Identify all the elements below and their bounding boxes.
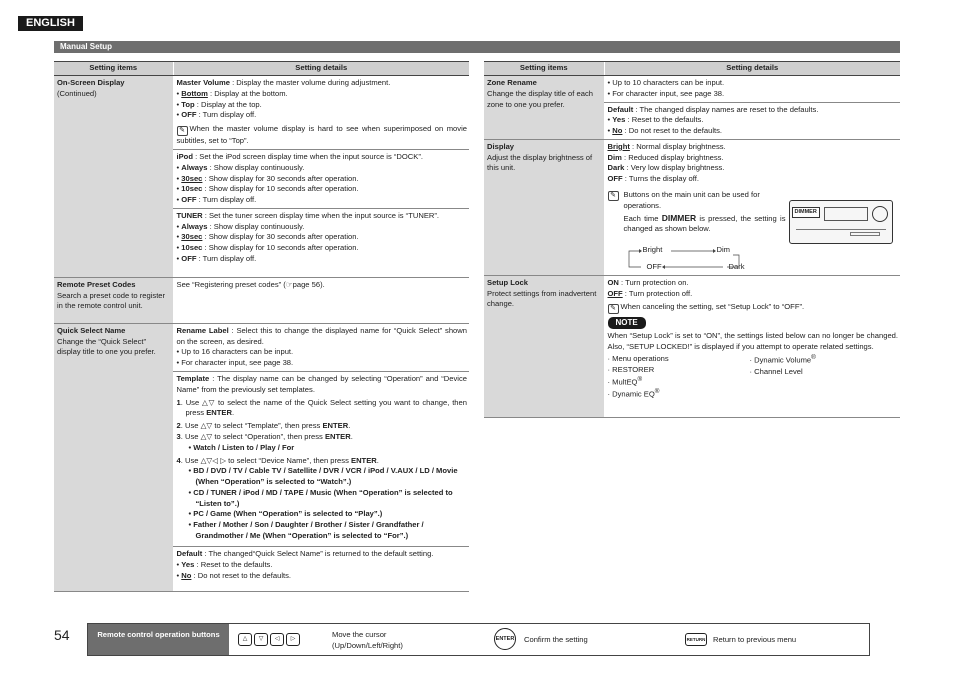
item-quick-select-name: Quick Select Name Change the “Quick Select” display title to one you prefer. xyxy=(54,323,173,591)
col-setting-details: Setting details xyxy=(604,62,900,76)
left-settings-table xyxy=(54,61,469,592)
table-row xyxy=(54,323,469,371)
table-row xyxy=(484,76,900,103)
page-number: 54 xyxy=(54,627,70,643)
left-arrow-icon: ◁ xyxy=(270,633,284,646)
page-ref-icon: ☞ xyxy=(285,279,293,289)
detail-display: Bright : Normal display brightness. Dim : Reduced display brightness. Dark : Very low display brightness. OFF : Turns the display off. ✎ Buttons on the main unit can be used for operations. Each time DIMMER is pressed, the setting is changed as shown below. Bright Dim OFF Dark DIMMER xyxy=(604,139,900,275)
cycle-dim: Dim xyxy=(716,244,730,254)
volume-knob-icon xyxy=(872,206,888,222)
locked-list-2: · Dynamic Volume® · Channel Level xyxy=(749,354,816,376)
cycle-off: OFF xyxy=(646,261,662,271)
table-row xyxy=(54,277,469,323)
detail-ipod: iPod : Set the iPod screen display time when the input source is “DOCK”. • Always : Show display continuously. • 30sec : Show display for 30 seconds after operation. • 10sec : Show display for 10 seconds after operation. • OFF : Turn display off. xyxy=(173,150,469,209)
footer-label: Remote control operation buttons xyxy=(88,624,229,655)
confirm-text: Confirm the setting xyxy=(524,635,588,644)
right-settings-table xyxy=(484,61,900,418)
right-arrow-icon: ▷ xyxy=(286,633,300,646)
front-panel-illustration xyxy=(789,200,893,244)
locked-list-1: · Menu operations · RESTORER · MultEQ® · Dynamic EQ® xyxy=(607,354,669,399)
detail-master-volume: Master Volume : Display the master volume during adjustment. • Bottom : Display at the bottom. • Top : Display at the top. • OFF : Turn display off. ✎ When the master volume display is hard to see when superimposed on movie subtitles, set to “Top”. xyxy=(173,76,469,150)
cycle-dark: Dark xyxy=(728,261,745,271)
section-title: Manual Setup xyxy=(54,41,900,53)
item-setup-lock: Setup Lock Protect settings from inadvertent change. xyxy=(484,275,604,417)
item-display: Display Adjust the display brightness of this unit. xyxy=(484,139,604,275)
cycle-bright: Bright xyxy=(642,244,663,254)
detail-zone-default: Default : The changed display names are reset to the defaults. • Yes : Reset to the defaults. • No : Do not reset to the defaults. xyxy=(604,102,900,139)
item-on-screen-display: On-Screen Display (Continued) xyxy=(54,76,173,278)
detail-remote-preset-codes: See “Registering preset codes” (☞page 56). xyxy=(173,277,469,323)
detail-template: Template : The display name can be changed by selecting “Operation” and “Device Name” from the previously set templates. 1. Use △▽ to select the name of the Quick Select setting you want to change, then press ENTER. 2. Use △▽ to select “Template”, then press ENTER. 3. Use △▽ to select “Operation”, then press ENTER. • Watch / Listen to / Play / For 4. Use △▽◁ ▷ to select “Device Name”, then press ENTER. • BD / DVD / TV / Cable TV / Satellite / DVR / VCR / iPod / V.AUX / LD / Movie (When “Operation” is selected to “Watch”.) • CD / TUNER / iPod / MD / TAPE / Music (When “Operation” is selected to “Listen to”.) • PC / Game (When “Operation” is selected to “Play”.) • Father / Mother / Son / Daughter / Brother / Sister / Grandfather / Grandmother / Me (When “Operation” is selected to “For”.) xyxy=(173,372,469,547)
table-row xyxy=(484,275,900,417)
table-row xyxy=(484,139,900,275)
col-setting-items: Setting items xyxy=(54,62,173,76)
detail-default: Default : The changed“Quick Select Name” is returned to the default setting. • Yes : Reset to the defaults. • No : Do not reset to the defaults. xyxy=(173,547,469,592)
table-row xyxy=(54,76,469,150)
item-remote-preset-codes: Remote Preset Codes Search a preset code to register in the remote control unit. xyxy=(54,277,173,323)
enter-key-icon: ENTER xyxy=(494,628,516,650)
remote-control-legend xyxy=(87,623,870,656)
detail-setup-lock: ON : Turn protection on. OFF : Turn protection off. ✎ When canceling the setting, set “Setup Lock” to “OFF”. NOTE When “Setup Lock” is set to “ON”, the settings listed below can no longer be changed. Also, “SETUP LOCKED!” is displayed if you attempt to operate related settings. · Menu operations · RESTORER · MultEQ® · Dynamic EQ® · Dynamic Volume® · Channel Level xyxy=(604,275,900,417)
dimmer-button-callout: DIMMER xyxy=(792,207,820,218)
note-badge: NOTE xyxy=(608,317,646,328)
dimmer-cycle-diagram xyxy=(619,245,749,275)
move-cursor-text: Move the cursor (Up/Down/Left/Right) xyxy=(332,630,403,650)
memo-icon: ✎ xyxy=(608,304,619,314)
detail-zone-input: • Up to 10 characters can be input. • For character input, see page 38. xyxy=(604,76,900,103)
language-rule xyxy=(18,29,82,31)
item-zone-rename: Zone Rename Change the display title of each zone to one you prefer. xyxy=(484,76,604,140)
cycle-arrows xyxy=(619,245,749,275)
return-text: Return to previous menu xyxy=(713,635,797,644)
language-tab: ENGLISH xyxy=(18,16,83,31)
detail-tuner: TUNER : Set the tuner screen display time when the input source is “TUNER”. • Always : Show display continuously. • 30sec : Show display for 30 seconds after operation. • 10sec : Show display for 10 seconds after operation. • OFF : Turn display off. xyxy=(173,208,469,277)
memo-icon: ✎ xyxy=(177,126,188,136)
memo-icon: ✎ xyxy=(608,191,619,201)
detail-rename-label: Rename Label : Select this to change the displayed name for “Quick Select” shown on the screen, as desired. • Up to 16 characters can be input. • For character input, see page 38. xyxy=(173,323,469,371)
up-arrow-icon: △ xyxy=(238,633,252,646)
col-setting-items: Setting items xyxy=(484,62,604,76)
return-key-icon: RETURN xyxy=(685,633,707,646)
col-setting-details: Setting details xyxy=(173,62,469,76)
down-arrow-icon: ▽ xyxy=(254,633,268,646)
